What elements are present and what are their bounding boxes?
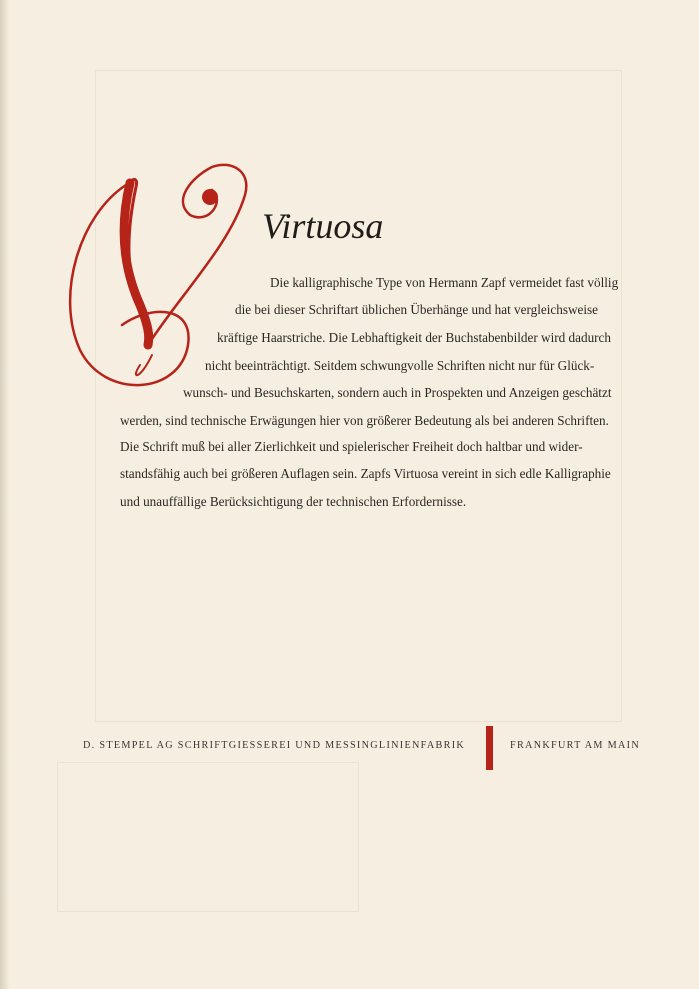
footer-company: D. STEMPEL AG SCHRIFTGIESSEREI UND MESSINGLINIENFABRIK xyxy=(83,740,466,751)
body-line: standsfähig auch bei größeren Auflagen sein. Zapfs Virtuosa vereint in sich edle Kalligraphie xyxy=(120,466,611,481)
page-spine-shadow xyxy=(0,0,10,989)
body-line: und unauffällige Berücksichtigung der technischen Erfordernisse. xyxy=(120,494,467,509)
body-line: die bei dieser Schriftart üblichen Überhänge und hat vergleichsweise xyxy=(235,302,599,317)
body-line: kräftige Haarstriche. Die Lebhaftigkeit der Buchstabenbilder wird dadurch xyxy=(217,330,612,345)
page-title: Virtuosa xyxy=(262,206,384,246)
show-through-box xyxy=(57,762,359,912)
footer-city: FRANKFURT AM MAIN xyxy=(510,740,640,751)
footer-divider-bar xyxy=(486,726,493,770)
body-line: wunsch- und Besuchskarten, sondern auch in Prospekten und Anzeigen geschätzt xyxy=(183,385,612,400)
body-line: nicht beeinträchtigt. Seitdem schwungvolle Schriften nicht nur für Glück- xyxy=(205,358,595,373)
body-line: werden, sind technische Erwägungen hier von größerer Bedeutung als bei anderen Schriften. xyxy=(120,413,609,428)
body-line: Die kalligraphische Type von Hermann Zapf vermeidet fast völlig xyxy=(270,275,619,290)
body-line: Die Schrift muß bei aller Zierlichkeit und spielerischer Freiheit doch haltbar und wider- xyxy=(120,439,583,454)
